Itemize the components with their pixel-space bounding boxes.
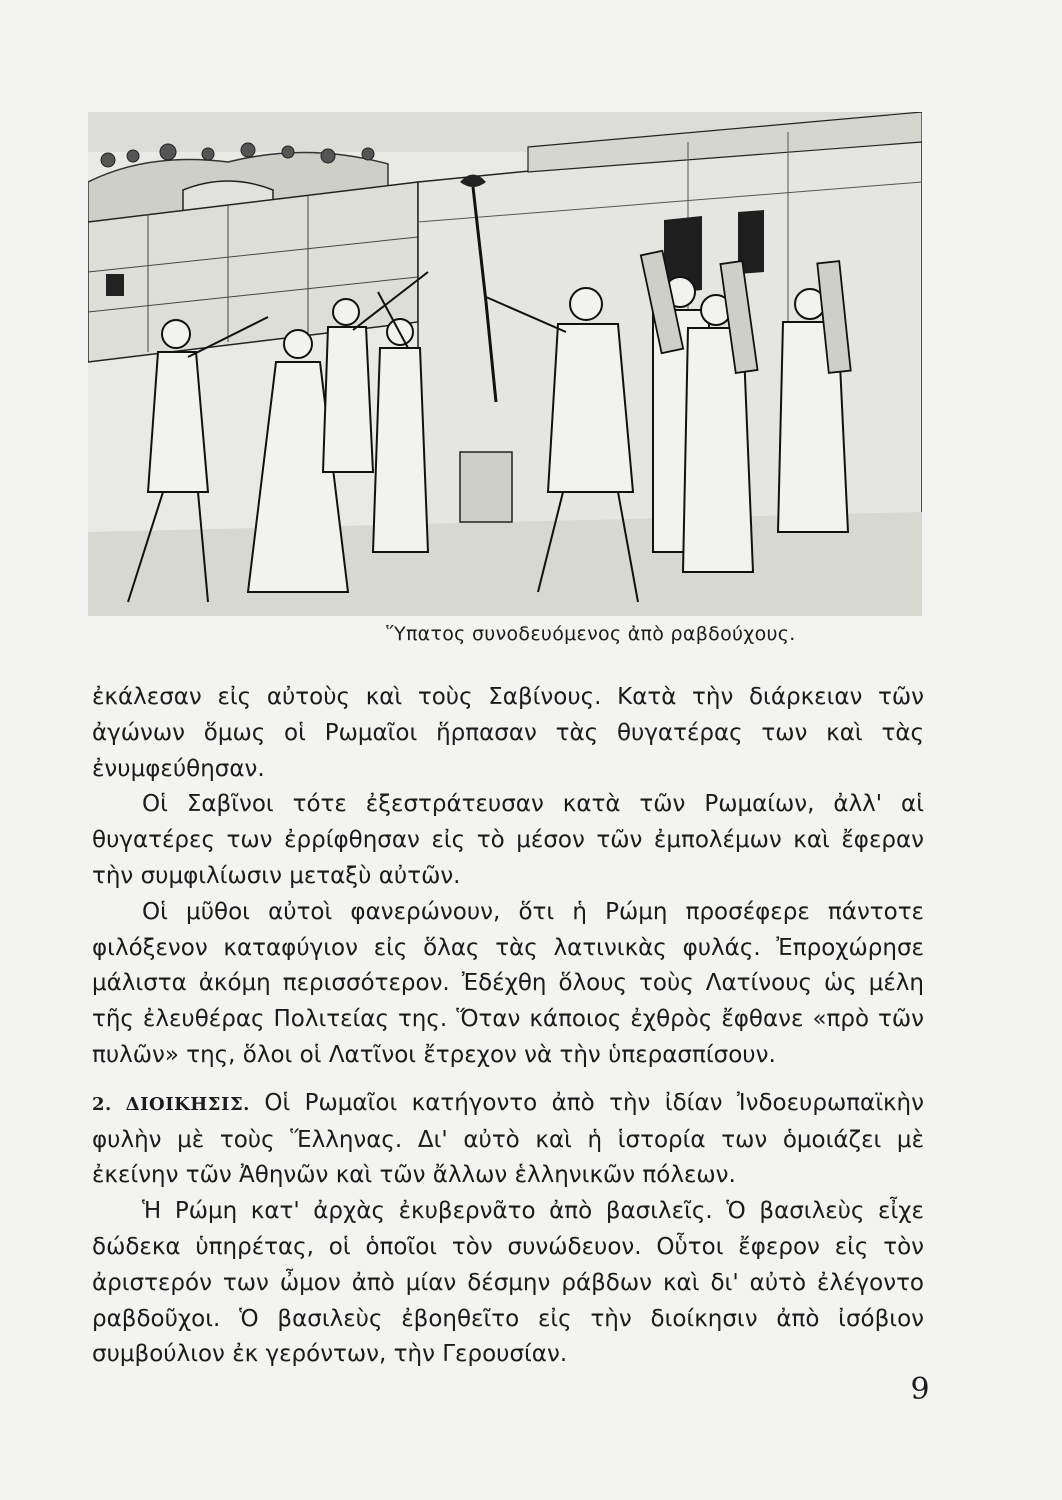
paragraph: Οἱ Σαβῖνοι τότε ἐξεστράτευσαν κατὰ τῶν Ρωμαίων, ἀλλ' αἱ θυγατέρες των ἐρρίφθησαν εἰς τὸ μέσον τῶν ἐμπολέμων καὶ ἔφεραν τὴν συμφιλίωσιν μεταξὺ αὐτῶν. (92, 791, 924, 889)
paragraph: ἐκάλεσαν εἰς αὐτοὺς καὶ τοὺς Σαβίνους. Κατὰ τὴν διάρκειαν τῶν ἀγώνων ὅμως οἱ Ρωμαῖοι ἥρπασαν τὰς θυγατέρας των καὶ τὰς ἐνυμφεύθησαν. (92, 684, 924, 782)
body-text (92, 680, 924, 1373)
section-paragraph (92, 1086, 924, 1194)
consul-lictors-drawing (88, 112, 922, 616)
page-number: 9 (910, 1372, 930, 1407)
illustration-caption: Ὕπατος συνοδευόμενος ἀπὸ ραβδούχους. (386, 623, 796, 645)
illustration (88, 112, 922, 616)
paragraph: Οἱ μῦθοι αὐτοὶ φανερώνουν, ὅτι ἡ Ρώμη προσέφερε πάντοτε φιλόξενον καταφύγιον εἰς ὅλας τὰς λατινικὰς φυλάς. Ἐπροχώρησε μάλιστα ἀκόμη περισσότερον. Ἐδέχθη ὅλους τοὺς Λατίνους ὡς μέλη τῆς ἐλευθέρας Πολιτείας της. Ὅταν κάποιος ἐχθρὸς ἔφθανε «πρὸ τῶν πυλῶν» της, ὅλοι οἱ Λατῖνοι ἔτρεχον νὰ τὴν ὑπερασπίσουν. (92, 898, 924, 1068)
section-title: 2. ΔΙΟΙΚΗΣΙΣ. (92, 1093, 250, 1115)
paragraph: Ἡ Ρώμη κατ' ἀρχὰς ἐκυβερνᾶτο ἀπὸ βασιλεῖς. Ὁ βασιλεὺς εἶχε δώδεκα ὑπηρέτας, οἱ ὁποῖοι τὸν συνώδευον. Οὗτοι ἔφερον εἰς τὸν ἀριστερόν των ὦμον ἀπὸ μίαν δέσμην ράβδων καὶ δι' αὐτὸ ἐλέγοντο ραβδοῦχοι. Ὁ βασιλεὺς ἐβοηθεῖτο εἰς τὴν διοίκησιν ἀπὸ ἰσόβιον συμβούλιον ἐκ γερόντων, τὴν Γερουσίαν. (92, 1198, 924, 1368)
section-text: Οἱ Ρωμαῖοι κατήγοντο ἀπὸ τὴν ἰδίαν Ἰνδοευρωπαϊκὴν φυλὴν μὲ τοὺς Ἕλληνας. Δι' αὐτὸ καὶ ἡ ἱστορία των ὁμοιάζει μὲ ἐκείνην τῶν Ἀθηνῶν καὶ τῶν ἄλλων ἑλληνικῶν πόλεων. (92, 1089, 924, 1189)
